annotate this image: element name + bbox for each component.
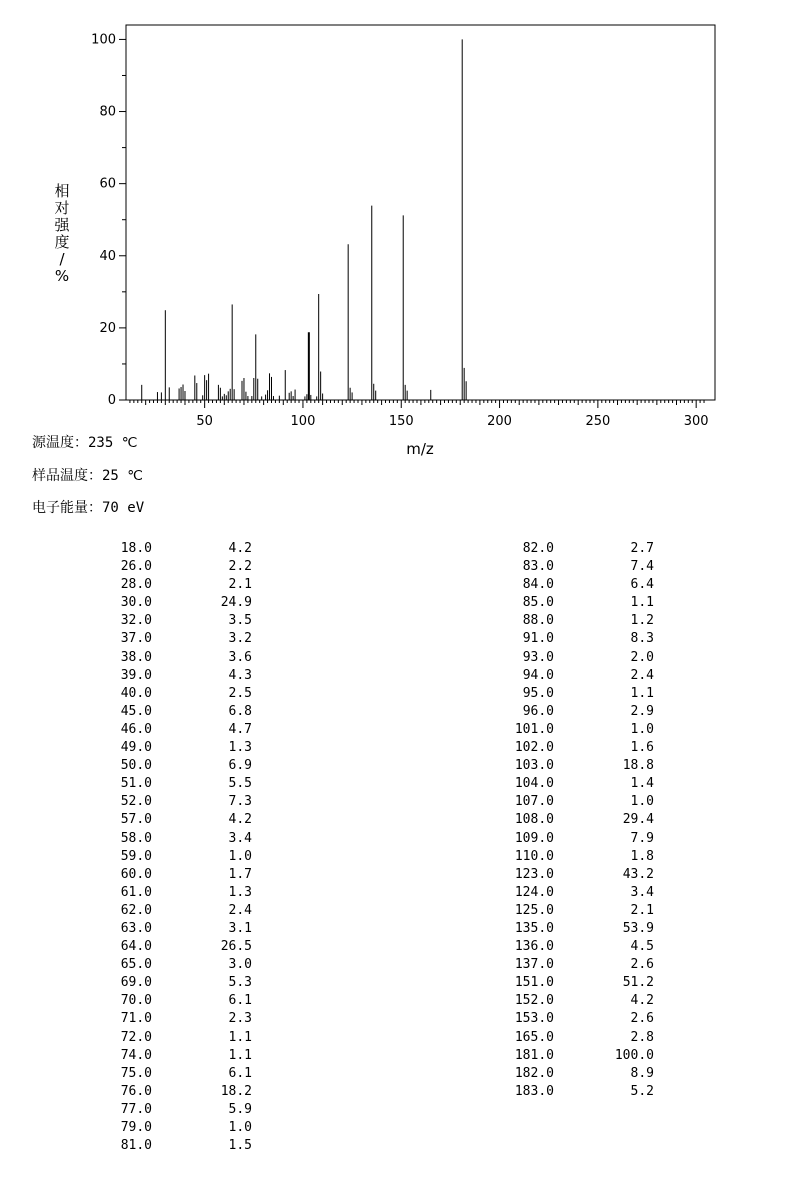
electron-energy-label: 电子能量： [32, 500, 102, 516]
peak-mz: 165.0 [514, 1029, 554, 1045]
peak-mz: 74.0 [120, 1047, 152, 1063]
peak-row [505, 558, 654, 576]
peak-intensity: 5.3 [228, 975, 252, 991]
peak-intensity: 1.7 [228, 866, 252, 882]
peak-mz: 18.0 [120, 541, 152, 556]
peak-mz: 32.0 [120, 613, 152, 629]
y-tick-label: 0 [107, 393, 116, 408]
peak-row [505, 775, 654, 793]
peak-intensity: 2.6 [630, 1011, 654, 1027]
peak-row [505, 866, 654, 884]
peak-intensity: 2.1 [228, 577, 252, 593]
peak-mz: 93.0 [522, 649, 554, 665]
y-tick-label: 20 [99, 320, 116, 336]
peak-mz: 38.0 [120, 649, 152, 665]
peak-row [112, 920, 252, 938]
peak-row [112, 594, 252, 612]
peak-intensity: 5.2 [630, 1083, 654, 1099]
peak-row [505, 1083, 654, 1101]
peak-mz: 71.0 [120, 1011, 152, 1027]
peak-row [505, 612, 654, 630]
peak-intensity: 100.0 [614, 1047, 654, 1063]
peak-row [112, 1065, 252, 1083]
peak-mz: 125.0 [514, 902, 554, 918]
peak-row [112, 1101, 252, 1119]
peak-mz: 46.0 [120, 721, 152, 737]
peak-intensity: 6.1 [228, 1065, 252, 1081]
peak-intensity: 5.5 [228, 776, 252, 792]
peak-mz: 52.0 [120, 794, 152, 810]
peak-row [112, 974, 252, 992]
peak-intensity: 1.0 [228, 848, 252, 864]
peak-row [112, 1137, 252, 1155]
peak-mz: 153.0 [514, 1011, 554, 1027]
x-tick-label: 150 [388, 414, 414, 429]
peak-mz: 70.0 [120, 993, 152, 1009]
peak-row [112, 866, 252, 884]
peak-row [112, 775, 252, 793]
peak-row [505, 739, 654, 757]
peak-intensity: 4.2 [228, 541, 252, 556]
peak-row [505, 1047, 654, 1065]
peak-intensity: 1.1 [228, 1047, 252, 1063]
source-temperature-value: 235 ℃ [88, 435, 138, 451]
peak-intensity: 3.5 [228, 613, 252, 629]
peak-mz: 83.0 [522, 559, 554, 575]
peak-row [505, 920, 654, 938]
peak-intensity: 4.7 [228, 721, 252, 737]
peak-intensity: 51.2 [622, 975, 654, 991]
peak-row [505, 884, 654, 902]
peak-row [505, 956, 654, 974]
peak-intensity: 24.9 [220, 595, 252, 611]
peak-mz: 183.0 [514, 1083, 554, 1099]
peak-row [505, 1029, 654, 1047]
peak-row [112, 649, 252, 667]
peak-table-right [505, 540, 654, 1101]
peak-intensity: 2.2 [228, 559, 252, 575]
peak-intensity: 5.9 [228, 1101, 252, 1117]
peak-intensity: 1.3 [228, 740, 252, 756]
peak-mz: 136.0 [514, 939, 554, 955]
peak-mz: 151.0 [514, 975, 554, 991]
y-tick-label: 60 [99, 176, 116, 192]
peak-row [505, 685, 654, 703]
peak-mz: 85.0 [522, 595, 554, 611]
peak-mz: 107.0 [514, 794, 554, 810]
peak-mz: 91.0 [522, 631, 554, 647]
peak-intensity: 29.4 [622, 812, 654, 828]
peak-row [112, 992, 252, 1010]
y-axis-label: 相对强度/ % [54, 182, 70, 285]
spectrum-peaks [142, 39, 466, 400]
peak-mz: 152.0 [514, 993, 554, 1009]
peak-intensity: 2.1 [630, 902, 654, 918]
peak-row [505, 848, 654, 866]
peak-mz: 58.0 [120, 830, 152, 846]
peak-intensity: 2.3 [228, 1011, 252, 1027]
peak-intensity: 3.2 [228, 631, 252, 647]
peak-mz: 61.0 [120, 884, 152, 900]
y-tick-label: 40 [99, 248, 116, 264]
peak-mz: 101.0 [514, 721, 554, 737]
peak-row [112, 739, 252, 757]
peak-intensity: 1.0 [228, 1120, 252, 1135]
peak-intensity: 3.0 [228, 957, 252, 973]
peak-intensity: 1.0 [630, 794, 654, 810]
peak-row [112, 612, 252, 630]
peak-row [505, 811, 654, 829]
peak-mz: 72.0 [120, 1029, 152, 1045]
peak-intensity: 2.6 [630, 957, 654, 973]
peak-row [112, 1083, 252, 1101]
peak-intensity: 1.1 [630, 595, 654, 611]
peak-mz: 94.0 [522, 667, 554, 683]
y-axis-ticks [91, 32, 126, 408]
peak-row [505, 1065, 654, 1083]
peak-mz: 102.0 [514, 740, 554, 756]
peak-mz: 95.0 [522, 685, 554, 701]
peak-intensity: 1.3 [228, 884, 252, 900]
peak-row [505, 757, 654, 775]
peak-intensity: 7.9 [630, 830, 654, 846]
peak-intensity: 4.2 [228, 812, 252, 828]
peak-row [112, 938, 252, 956]
x-tick-label: 100 [290, 414, 316, 429]
peak-intensity: 6.8 [228, 703, 252, 719]
peak-mz: 65.0 [120, 957, 152, 973]
peak-intensity: 7.4 [630, 559, 654, 575]
peak-row [112, 848, 252, 866]
peak-row [505, 594, 654, 612]
peak-mz: 62.0 [120, 902, 152, 918]
peak-mz: 51.0 [120, 776, 152, 792]
peak-intensity: 2.8 [630, 1029, 654, 1045]
sample-temperature-value: 25 ℃ [102, 468, 144, 484]
sample-temperature [32, 465, 143, 485]
y-tick-label: 100 [91, 32, 116, 48]
peak-mz: 76.0 [120, 1083, 152, 1099]
peak-mz: 103.0 [514, 758, 554, 774]
x-tick-label: 250 [585, 414, 611, 429]
peak-mz: 124.0 [514, 884, 554, 900]
peak-row [112, 1047, 252, 1065]
x-minor-ticks [130, 400, 704, 405]
peak-row [112, 902, 252, 920]
peak-mz: 84.0 [522, 577, 554, 593]
source-temperature [32, 432, 137, 452]
peak-mz: 123.0 [514, 866, 554, 882]
peak-mz: 30.0 [120, 595, 152, 611]
peak-intensity: 8.9 [630, 1065, 654, 1081]
peak-row [112, 1029, 252, 1047]
peak-row [505, 721, 654, 739]
x-axis-ticks [196, 400, 708, 429]
peak-mz: 59.0 [120, 848, 152, 864]
peak-mz: 81.0 [120, 1138, 152, 1154]
peak-intensity: 8.3 [630, 631, 654, 647]
peak-row [505, 1010, 654, 1028]
peak-mz: 82.0 [522, 541, 554, 556]
peak-intensity: 18.8 [622, 758, 654, 774]
peak-row [505, 540, 654, 558]
peak-row [505, 649, 654, 667]
x-tick-label: 50 [196, 414, 213, 429]
peak-mz: 49.0 [120, 740, 152, 756]
peak-mz: 182.0 [514, 1065, 554, 1081]
peak-mz: 96.0 [522, 703, 554, 719]
peak-mz: 110.0 [514, 848, 554, 864]
peak-intensity: 7.3 [228, 794, 252, 810]
peak-intensity: 6.9 [228, 758, 252, 774]
peak-mz: 40.0 [120, 685, 152, 701]
x-axis-label: m/z [406, 440, 434, 458]
peak-mz: 28.0 [120, 577, 152, 593]
peak-intensity: 2.4 [630, 667, 654, 683]
peak-intensity: 3.4 [630, 884, 654, 900]
peak-mz: 57.0 [120, 812, 152, 828]
peak-mz: 108.0 [514, 812, 554, 828]
peak-row [505, 630, 654, 648]
peak-intensity: 53.9 [622, 920, 654, 936]
peak-row [112, 1010, 252, 1028]
y-tick-label: 80 [99, 104, 116, 120]
source-temperature-label: 源温度： [32, 435, 88, 451]
peak-row [112, 576, 252, 594]
peak-intensity: 2.4 [228, 902, 252, 918]
peak-row [112, 721, 252, 739]
peak-intensity: 4.2 [630, 993, 654, 1009]
peak-row [112, 757, 252, 775]
plot-frame [126, 25, 715, 400]
peak-row [112, 703, 252, 721]
peak-mz: 109.0 [514, 830, 554, 846]
peak-row [112, 811, 252, 829]
sample-temperature-label: 样品温度： [32, 468, 102, 484]
peak-row [112, 685, 252, 703]
peak-mz: 39.0 [120, 667, 152, 683]
peak-intensity: 1.2 [630, 613, 654, 629]
peak-intensity: 6.4 [630, 577, 654, 593]
peak-intensity: 1.6 [630, 740, 654, 756]
peak-mz: 75.0 [120, 1065, 152, 1081]
peak-table-left [112, 540, 252, 1155]
peak-mz: 137.0 [514, 957, 554, 973]
peak-intensity: 6.1 [228, 993, 252, 1009]
peak-intensity: 1.1 [228, 1029, 252, 1045]
x-tick-label: 300 [683, 414, 709, 429]
peak-row [112, 884, 252, 902]
peak-intensity: 1.0 [630, 721, 654, 737]
peak-mz: 64.0 [120, 939, 152, 955]
peak-intensity: 2.7 [630, 541, 654, 556]
peak-intensity: 43.2 [622, 866, 654, 882]
peak-row [505, 576, 654, 594]
peak-row [505, 667, 654, 685]
peak-mz: 26.0 [120, 559, 152, 575]
peak-intensity: 4.3 [228, 667, 252, 683]
peak-row [505, 703, 654, 721]
peak-mz: 79.0 [120, 1120, 152, 1135]
peak-mz: 45.0 [120, 703, 152, 719]
peak-row [505, 830, 654, 848]
peak-mz: 37.0 [120, 631, 152, 647]
peak-row [112, 630, 252, 648]
peak-intensity: 18.2 [220, 1083, 252, 1099]
peak-mz: 60.0 [120, 866, 152, 882]
peak-intensity: 1.4 [630, 776, 654, 792]
peak-intensity: 2.0 [630, 649, 654, 665]
peak-intensity: 1.1 [630, 685, 654, 701]
peak-row [505, 992, 654, 1010]
peak-intensity: 1.8 [630, 848, 654, 864]
peak-mz: 104.0 [514, 776, 554, 792]
peak-row [112, 540, 252, 558]
peak-intensity: 3.1 [228, 920, 252, 936]
peak-intensity: 2.9 [630, 703, 654, 719]
peak-row [112, 830, 252, 848]
peak-mz: 135.0 [514, 920, 554, 936]
peak-mz: 50.0 [120, 758, 152, 774]
x-tick-label: 200 [487, 414, 512, 429]
peak-row [112, 956, 252, 974]
peak-intensity: 3.6 [228, 649, 252, 665]
peak-mz: 69.0 [120, 975, 152, 991]
peak-row [112, 1119, 252, 1137]
electron-energy-value: 70 eV [102, 500, 145, 516]
peak-row [505, 974, 654, 992]
peak-intensity: 4.5 [630, 939, 654, 955]
peak-intensity: 1.5 [228, 1138, 252, 1154]
peak-row [112, 667, 252, 685]
peak-row [112, 793, 252, 811]
peak-row [505, 938, 654, 956]
peak-row [112, 558, 252, 576]
peak-mz: 63.0 [120, 920, 152, 936]
peak-mz: 181.0 [514, 1047, 554, 1063]
peak-mz: 88.0 [522, 613, 554, 629]
peak-intensity: 26.5 [220, 939, 252, 955]
electron-energy [32, 497, 144, 517]
mass-spectrum-chart [0, 0, 794, 470]
peak-row [505, 902, 654, 920]
peak-mz: 77.0 [120, 1101, 152, 1117]
peak-intensity: 3.4 [228, 830, 252, 846]
peak-intensity: 2.5 [228, 685, 252, 701]
peak-row [505, 793, 654, 811]
